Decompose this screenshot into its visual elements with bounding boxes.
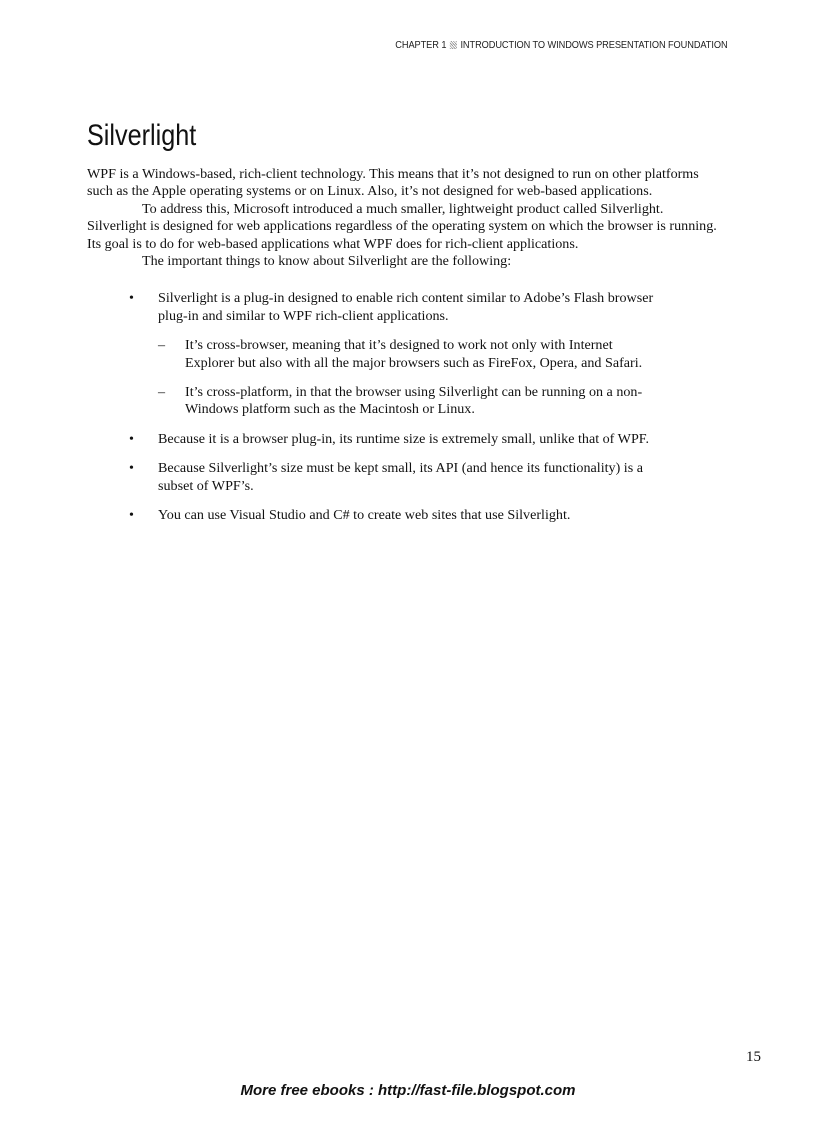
bullet-icon: •	[129, 430, 134, 447]
sub-item-text: It’s cross-platform, in that the browser using Silverlight can be running on a non-Windows platform such as the Macintosh or Linux.	[185, 384, 643, 418]
running-header	[396, 39, 728, 51]
bullet-item	[87, 431, 658, 448]
page-number: 15	[746, 1049, 761, 1065]
section-title: Silverlight	[87, 119, 197, 152]
bullet-icon: •	[129, 290, 134, 307]
chapter-label: CHAPTER 1	[395, 39, 447, 51]
paragraph: The important things to know about Silverlight are the following:	[142, 253, 512, 270]
chapter-title: INTRODUCTION TO WINDOWS PRESENTATION FOUNDATION	[460, 39, 728, 51]
bullet-text: Because it is a browser plug-in, its runtime size is extremely small, unlike that of WPF.	[158, 430, 650, 447]
sub-item	[158, 337, 657, 372]
sub-item	[158, 384, 657, 419]
paragraph: To address this, Microsoft introduced a much smaller, lightweight product called Silverlight. Silverlight is designed for web applications regardless of the operating system on which the browser is running. Its goal is to do for web-based applications what WPF does for rich-client applications.	[87, 200, 717, 252]
paragraph: WPF is a Windows-based, rich-client technology. This means that it’s not designed to run on other platforms such as the Apple operating systems or on Linux. Also, it’s not designed for web-based applications.	[87, 166, 699, 200]
bullet-item	[87, 290, 658, 418]
bullet-icon: •	[129, 507, 134, 524]
bullet-list	[87, 290, 719, 524]
bullet-item	[87, 507, 658, 524]
bullet-text: Because Silverlight’s size must be kept small, its API (and hence its functionality) is a subset of WPF’s.	[158, 460, 643, 494]
dash-icon: –	[158, 384, 166, 401]
footer-promo: More free ebooks : http://fast-file.blogspot.com	[240, 1082, 576, 1099]
sub-list	[158, 337, 658, 419]
bullet-icon: •	[129, 460, 134, 477]
sub-item-text: It’s cross-browser, meaning that it’s designed to work not only with Internet Explorer but also with all the major browsers such as FireFox, Opera, and Safari.	[185, 337, 643, 371]
bullet-item	[87, 460, 658, 495]
separator-icon	[450, 41, 457, 49]
body-text	[87, 166, 719, 537]
bullet-text: You can use Visual Studio and C# to create web sites that use Silverlight.	[158, 507, 571, 524]
bullet-text: Silverlight is a plug-in designed to enable rich content similar to Adobe’s Flash browser plug-in and similar to WPF rich-client applications.	[158, 290, 654, 324]
dash-icon: –	[158, 337, 166, 354]
